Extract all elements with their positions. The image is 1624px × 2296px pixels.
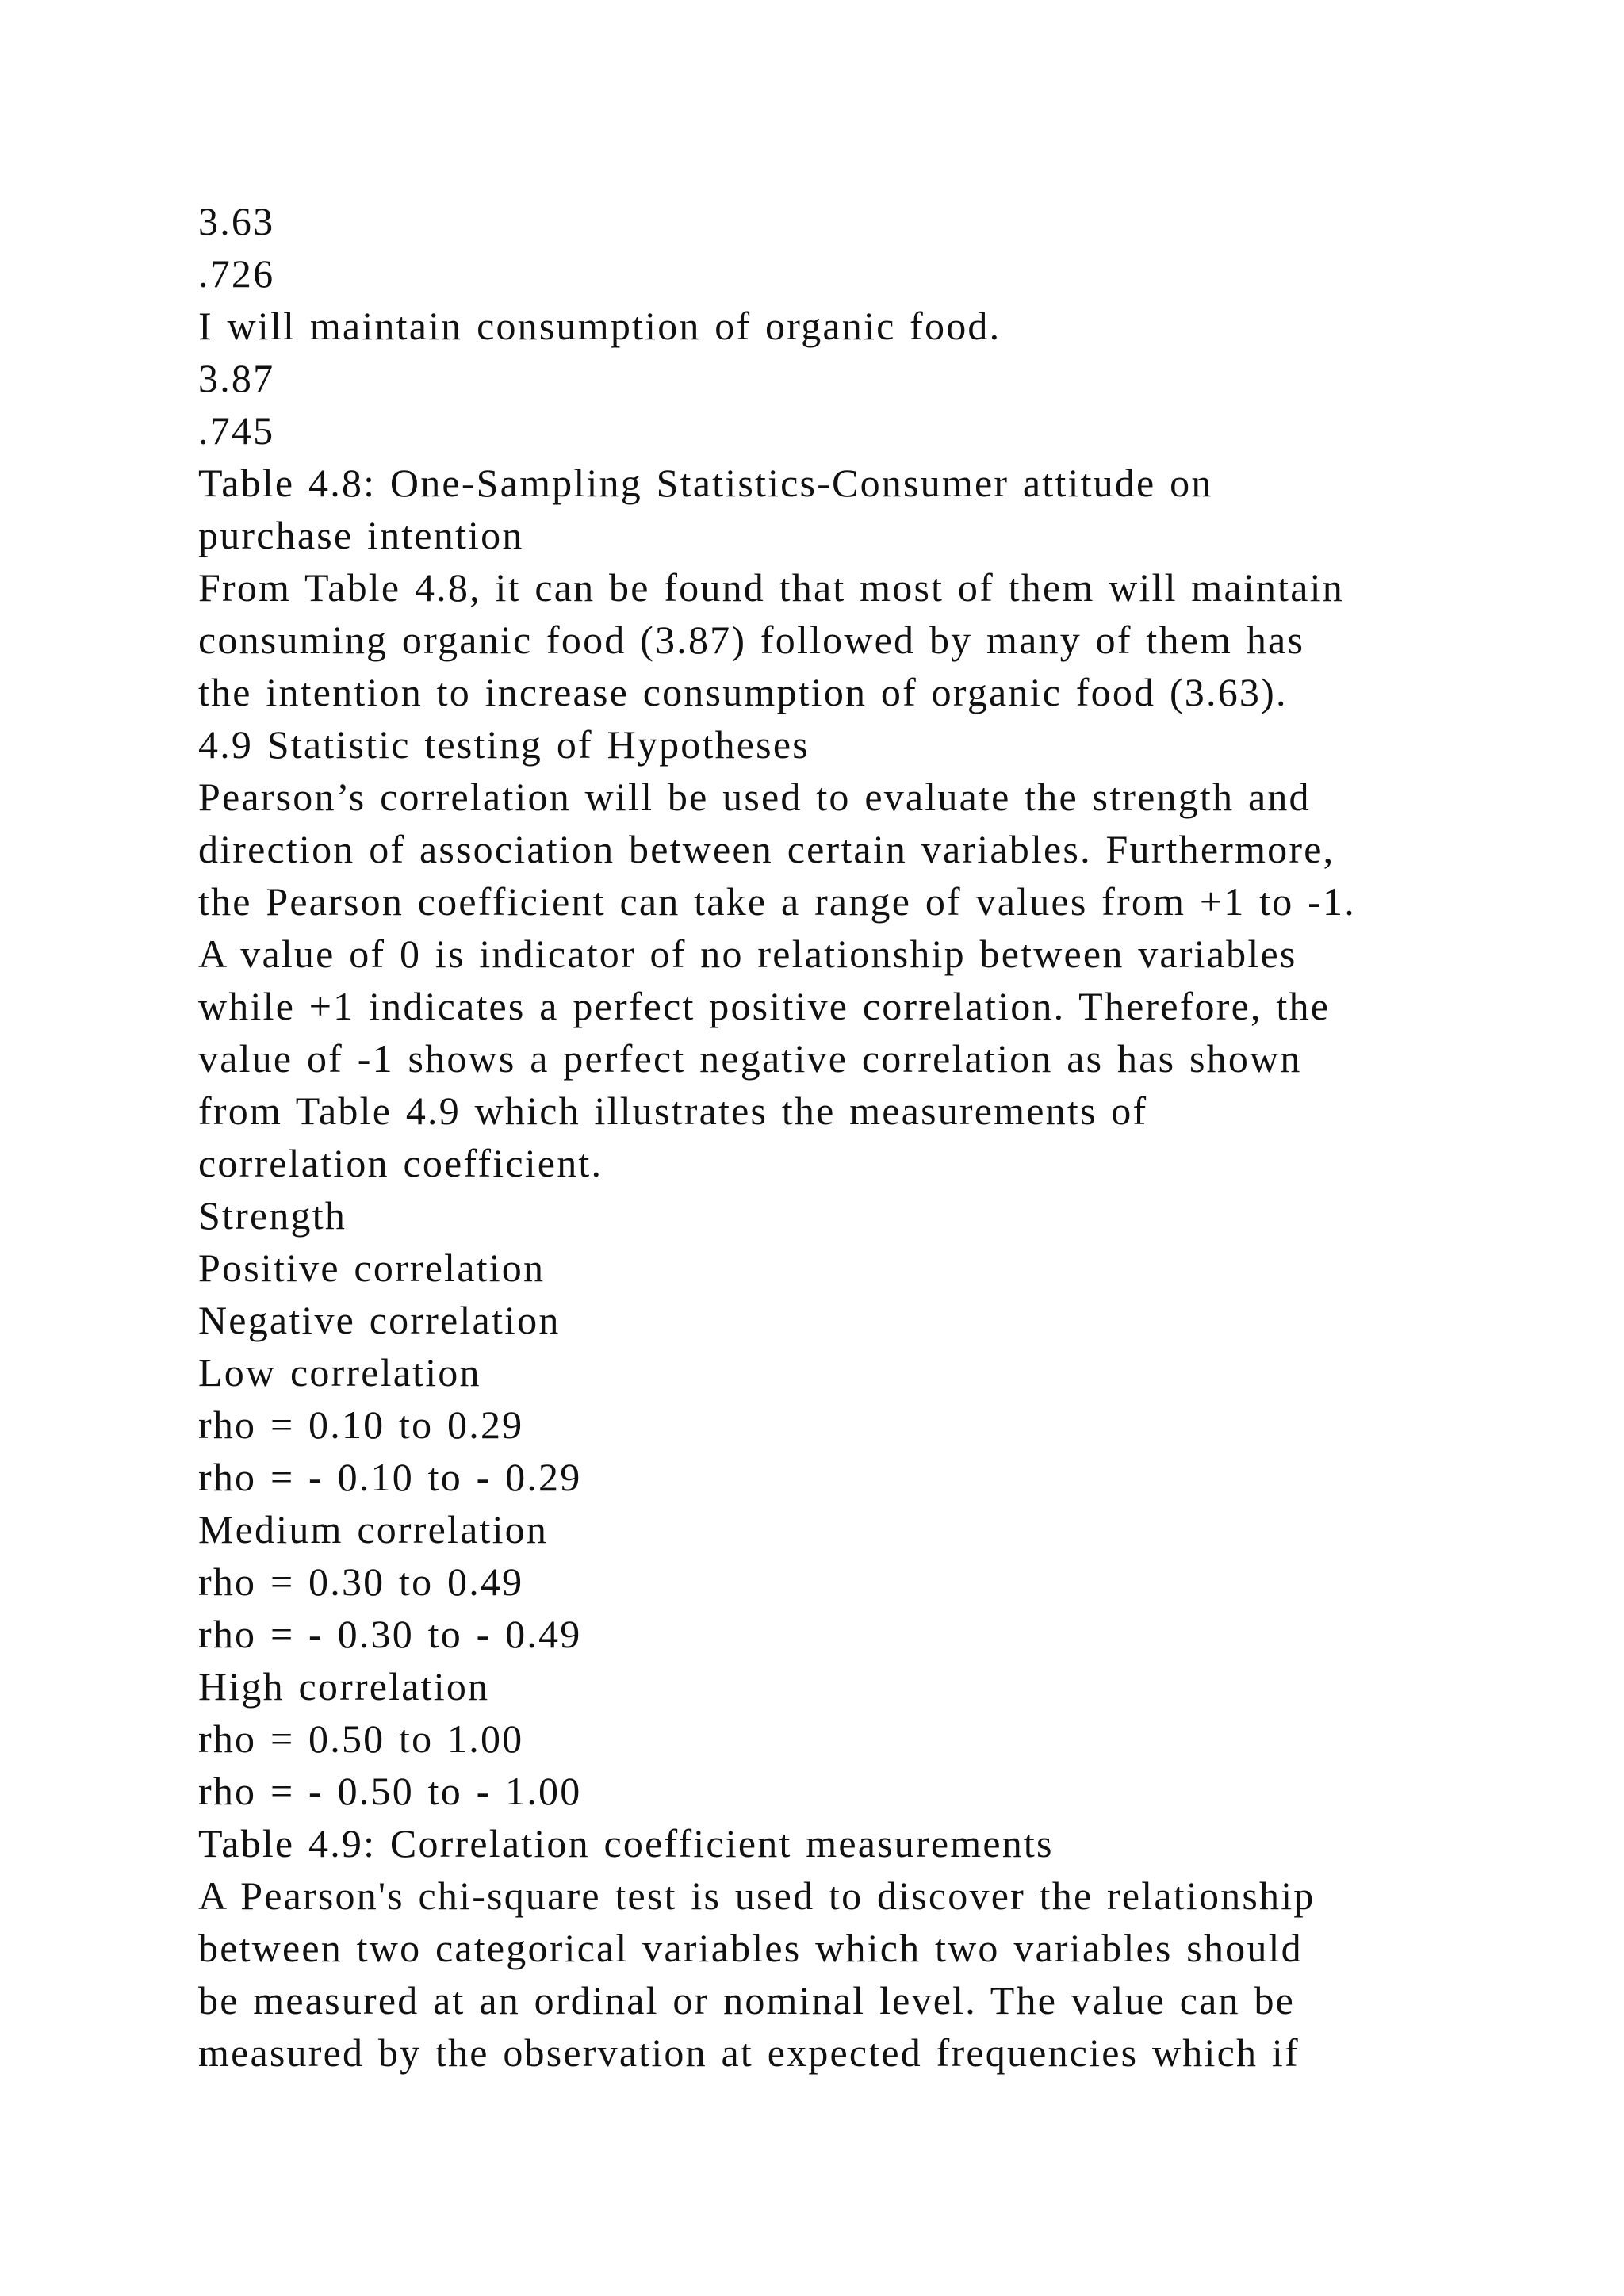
paragraph-line: From Table 4.8, it can be found that most of them will maintain — [198, 565, 1344, 610]
text-line: 3.87 — [198, 356, 275, 400]
paragraph-line: be measured at an ordinal or nominal level. The value can be — [198, 1978, 1296, 2022]
table-cell: Positive correlation — [198, 1246, 546, 1290]
section-heading: 4.9 Statistic testing of Hypotheses — [198, 722, 810, 767]
paragraph-line: the intention to increase consumption of organic food (3.63). — [198, 670, 1288, 714]
paragraph-line: while +1 indicates a perfect positive correlation. Therefore, the — [198, 984, 1331, 1028]
table-caption: purchase intention — [198, 513, 524, 557]
paragraph-line: value of -1 shows a perfect negative correlation as has shown — [198, 1036, 1302, 1081]
table-caption: Table 4.9: Correlation coefficient measurements — [198, 1821, 1054, 1866]
paragraph-line: from Table 4.9 which illustrates the measurements of — [198, 1089, 1148, 1133]
table-cell: rho = - 0.50 to - 1.00 — [198, 1769, 582, 1813]
table-cell: Strength — [198, 1193, 347, 1238]
paragraph-line: A value of 0 is indicator of no relationship between variables — [198, 932, 1297, 976]
paragraph-line: the Pearson coefficient can take a range of values from +1 to -1. — [198, 879, 1356, 924]
text-line: 3.63 — [198, 199, 275, 243]
text-line: I will maintain consumption of organic food. — [198, 304, 1002, 348]
table-cell: rho = - 0.10 to - 0.29 — [198, 1455, 582, 1499]
table-cell: Negative correlation — [198, 1298, 561, 1342]
document-body — [198, 195, 1546, 2079]
paragraph-line: consuming organic food (3.87) followed by many of them has — [198, 618, 1305, 662]
table-cell: rho = - 0.30 to - 0.49 — [198, 1612, 582, 1656]
table-cell: rho = 0.50 to 1.00 — [198, 1716, 524, 1761]
table-cell: Low correlation — [198, 1350, 481, 1395]
table-cell: High correlation — [198, 1664, 490, 1709]
paragraph-line: correlation coefficient. — [198, 1141, 603, 1185]
text-line: .726 — [198, 251, 275, 296]
table-caption: Table 4.8: One-Sampling Statistics-Consumer attitude on — [198, 461, 1213, 505]
text-line: .745 — [198, 408, 275, 453]
table-cell: Medium correlation — [198, 1507, 549, 1552]
table-cell: rho = 0.30 to 0.49 — [198, 1559, 524, 1604]
paragraph-line: direction of association between certain variables. Furthermore, — [198, 827, 1335, 871]
table-cell: rho = 0.10 to 0.29 — [198, 1402, 524, 1447]
paragraph-line: Pearson’s correlation will be used to evaluate the strength and — [198, 775, 1311, 819]
paragraph-line: A Pearson's chi-square test is used to discover the relationship — [198, 1873, 1316, 1918]
paragraph-line: between two categorical variables which two variables should — [198, 1926, 1303, 1970]
paragraph-line: measured by the observation at expected frequencies which if — [198, 2030, 1300, 2075]
